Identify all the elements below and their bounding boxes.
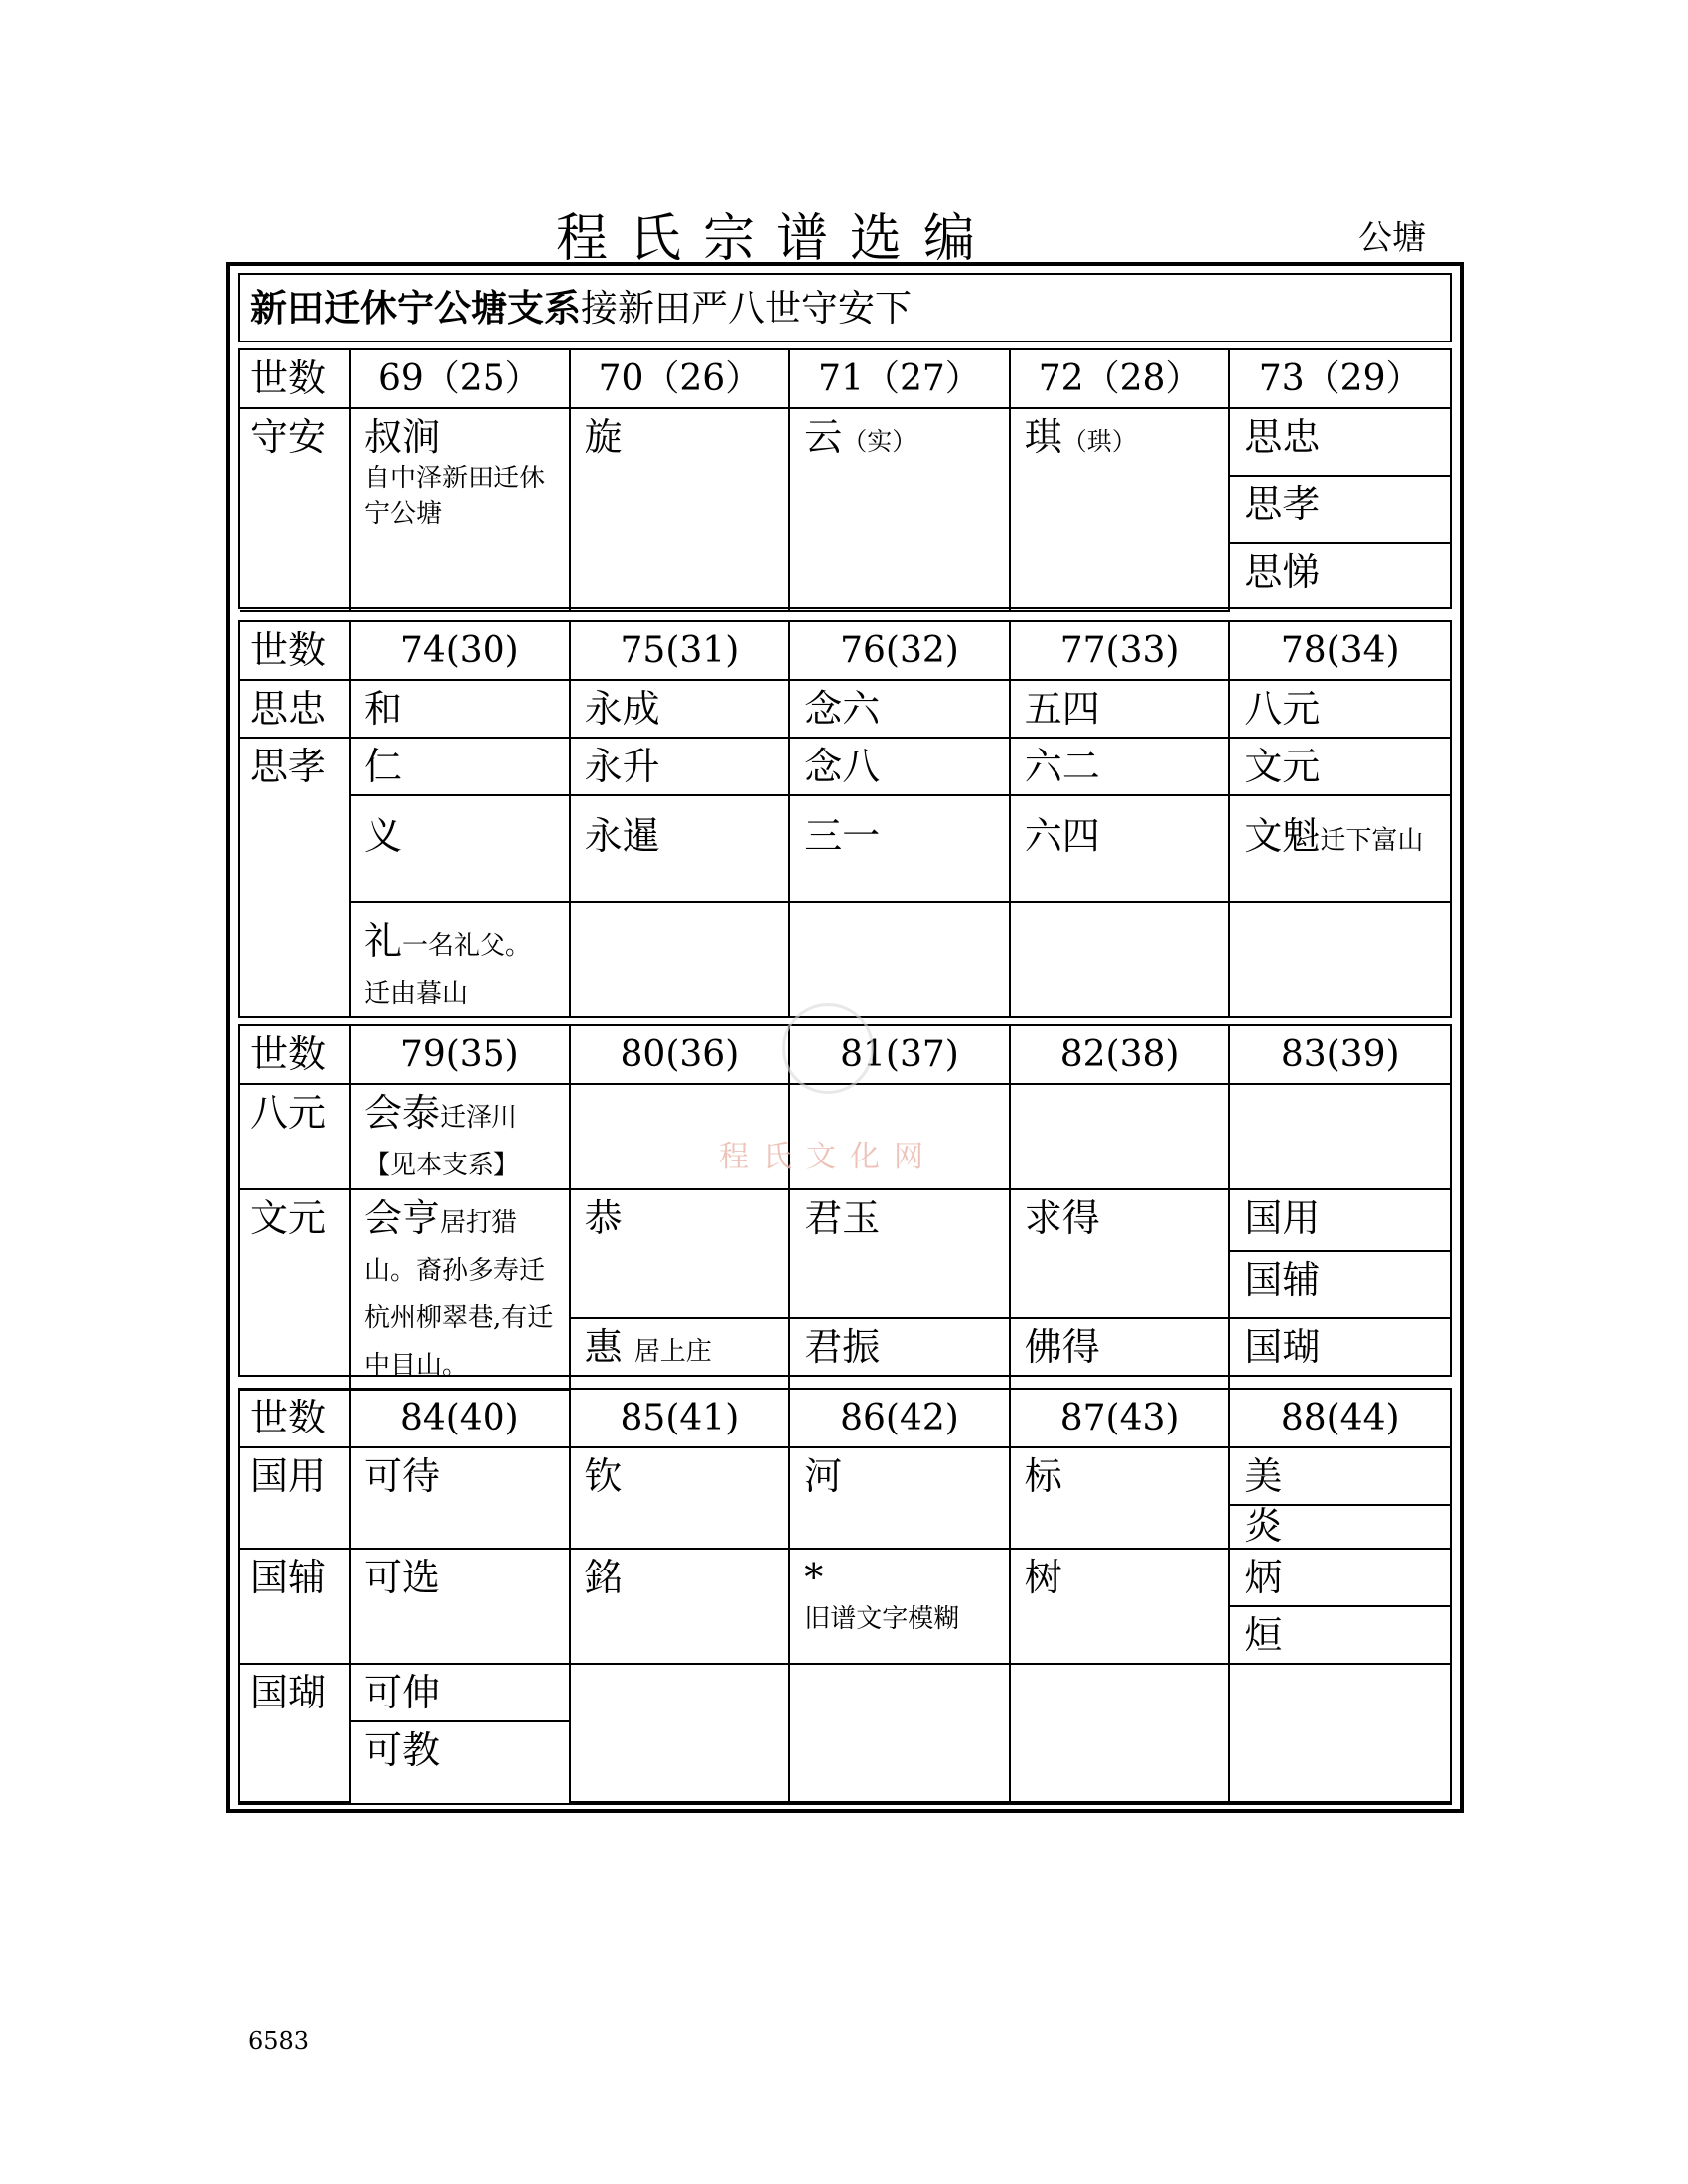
page-title: 程氏宗谱选编	[556, 209, 998, 269]
person-cell	[350, 902, 570, 1017]
person-name: 国辅	[1229, 1251, 1450, 1318]
person-note: 迁下富山	[1320, 826, 1424, 856]
person-name: 可待	[350, 1447, 570, 1549]
branch-name: 新田迁休宁公塘支系	[250, 286, 581, 330]
person-name: 銘	[570, 1549, 790, 1664]
person-name: 惠	[584, 1325, 623, 1369]
person-name: 河	[789, 1447, 1010, 1549]
person-name: 求得	[1010, 1189, 1230, 1318]
gen-label: 世数	[240, 1390, 350, 1447]
person-name: 会泰	[364, 1091, 441, 1135]
person-name: 八元	[1229, 680, 1450, 738]
empty-cell	[570, 1664, 790, 1802]
gen-label: 世数	[240, 1026, 350, 1084]
person-cell	[789, 1549, 1010, 1664]
person-name: 和	[350, 680, 570, 738]
empty-cell	[1229, 1664, 1450, 1802]
parent-name: 八元	[240, 1084, 350, 1189]
person-name: 礼	[364, 919, 403, 963]
person-note: 居打猎山。裔孙多寿迁杭州柳翠巷,有迁中目山。	[364, 1208, 554, 1381]
person-name: 美	[1229, 1447, 1450, 1505]
person-name: 六二	[1010, 738, 1230, 795]
person-name: 永升	[570, 738, 790, 795]
gen-number: 85(41)	[570, 1390, 790, 1447]
person-note: 自中泽新田迁休宁公塘	[364, 464, 546, 529]
person-name: 叔涧	[364, 415, 441, 459]
gen-label: 世数	[240, 350, 350, 408]
gen-number: 81(37)	[789, 1026, 1010, 1084]
person-name: 君玉	[789, 1189, 1010, 1318]
person-name: 念八	[789, 738, 1010, 795]
person-note: 迁泽川【见本支系】	[364, 1103, 520, 1180]
person-name: 可教	[350, 1721, 570, 1802]
gen-number: 70（26）	[570, 350, 790, 408]
person-name: 琪	[1024, 415, 1062, 459]
person-name: 思孝	[1229, 476, 1450, 543]
empty-cell	[789, 902, 1010, 1017]
gen-number: 84(40)	[350, 1390, 570, 1447]
person-name: 恭	[570, 1189, 790, 1318]
person-name: 君振	[789, 1318, 1010, 1390]
gen-number: 88(44)	[1229, 1390, 1450, 1447]
parent-name: 守安	[240, 408, 350, 611]
gen-number: 87(43)	[1010, 1390, 1230, 1447]
person-cell	[1010, 408, 1230, 611]
empty-cell	[789, 1664, 1010, 1802]
person-name: 可伸	[350, 1664, 570, 1721]
gen-number: 75(31)	[570, 622, 790, 680]
person-note: 居上庄	[633, 1337, 712, 1367]
generation-block-2	[238, 620, 1452, 1018]
gen-number: 73（29）	[1229, 350, 1450, 408]
parent-name: 国辅	[240, 1549, 350, 1664]
person-name: 义	[350, 795, 570, 902]
empty-cell	[1010, 1084, 1230, 1189]
person-name: 仁	[350, 738, 570, 795]
person-cell	[1229, 795, 1450, 902]
gen-number: 69（25）	[350, 350, 570, 408]
person-name: 文元	[1229, 738, 1450, 795]
person-cell	[789, 408, 1010, 611]
person-name: 炎	[1229, 1505, 1450, 1549]
gen-number: 78(34)	[1229, 622, 1450, 680]
gen-number: 76(32)	[789, 622, 1010, 680]
parent-name: 国瑚	[240, 1664, 350, 1802]
person-name: 旋	[584, 415, 623, 459]
person-cell	[350, 408, 570, 611]
person-name: 钦	[570, 1447, 790, 1549]
parent-name: 文元	[240, 1189, 350, 1390]
person-note: （珙）	[1061, 427, 1137, 456]
person-cell	[350, 1084, 570, 1189]
branch-header	[238, 273, 1452, 342]
person-name: 永暹	[570, 795, 790, 902]
person-name: 树	[1010, 1549, 1230, 1664]
person-name: 可选	[350, 1549, 570, 1664]
person-name: 三一	[789, 795, 1010, 902]
empty-cell	[1010, 902, 1230, 1017]
empty-cell	[1229, 902, 1450, 1017]
person-name: 标	[1010, 1447, 1230, 1549]
parent-name: 国用	[240, 1447, 350, 1549]
person-name: 思忠	[1229, 408, 1450, 476]
person-note: （实）	[842, 427, 917, 456]
person-cell	[350, 1189, 570, 1390]
person-cell	[570, 1318, 790, 1390]
branch-source: 接新田严八世守安下	[581, 287, 912, 330]
generation-block-1	[238, 348, 1452, 609]
person-name: 炳	[1229, 1549, 1450, 1606]
person-name: 思悌	[1229, 543, 1450, 611]
empty-cell	[1010, 1664, 1230, 1802]
gen-number: 80(36)	[570, 1026, 790, 1084]
person-name: 云	[804, 415, 843, 459]
person-note: 旧谱文字模糊	[804, 1604, 960, 1634]
person-name: 国用	[1229, 1189, 1450, 1251]
person-name: 国瑚	[1229, 1318, 1450, 1390]
person-name: 永成	[570, 680, 790, 738]
gen-number: 71（27）	[789, 350, 1010, 408]
seal-stamp-icon	[782, 1003, 874, 1094]
location-label: 公塘	[1358, 218, 1426, 258]
person-name: *	[804, 1556, 824, 1599]
page-number: 6583	[248, 2027, 310, 2055]
person-note: 一名礼父。迁由暮山	[364, 931, 532, 1009]
gen-number: 74(30)	[350, 622, 570, 680]
person-cell	[570, 408, 790, 611]
gen-number: 79(35)	[350, 1026, 570, 1084]
gen-number: 82(38)	[1010, 1026, 1230, 1084]
gen-number: 83(39)	[1229, 1026, 1450, 1084]
person-name: 文魁	[1244, 814, 1321, 858]
person-name: 烜	[1229, 1606, 1450, 1664]
person-name: 念六	[789, 680, 1010, 738]
empty-cell	[1229, 1084, 1450, 1189]
empty-cell	[570, 902, 790, 1017]
parent-name: 思忠	[240, 680, 350, 738]
person-name: 会亨	[364, 1196, 441, 1240]
gen-number: 86(42)	[789, 1390, 1010, 1447]
parent-name: 思孝	[240, 738, 350, 1017]
gen-number: 72（28）	[1010, 350, 1230, 408]
person-name: 佛得	[1010, 1318, 1230, 1390]
gen-number: 77(33)	[1010, 622, 1230, 680]
person-name: 五四	[1010, 680, 1230, 738]
gen-label: 世数	[240, 622, 350, 680]
generation-block-4	[238, 1388, 1452, 1805]
person-name: 六四	[1010, 795, 1230, 902]
watermark: 程氏文化网	[719, 1140, 937, 1174]
